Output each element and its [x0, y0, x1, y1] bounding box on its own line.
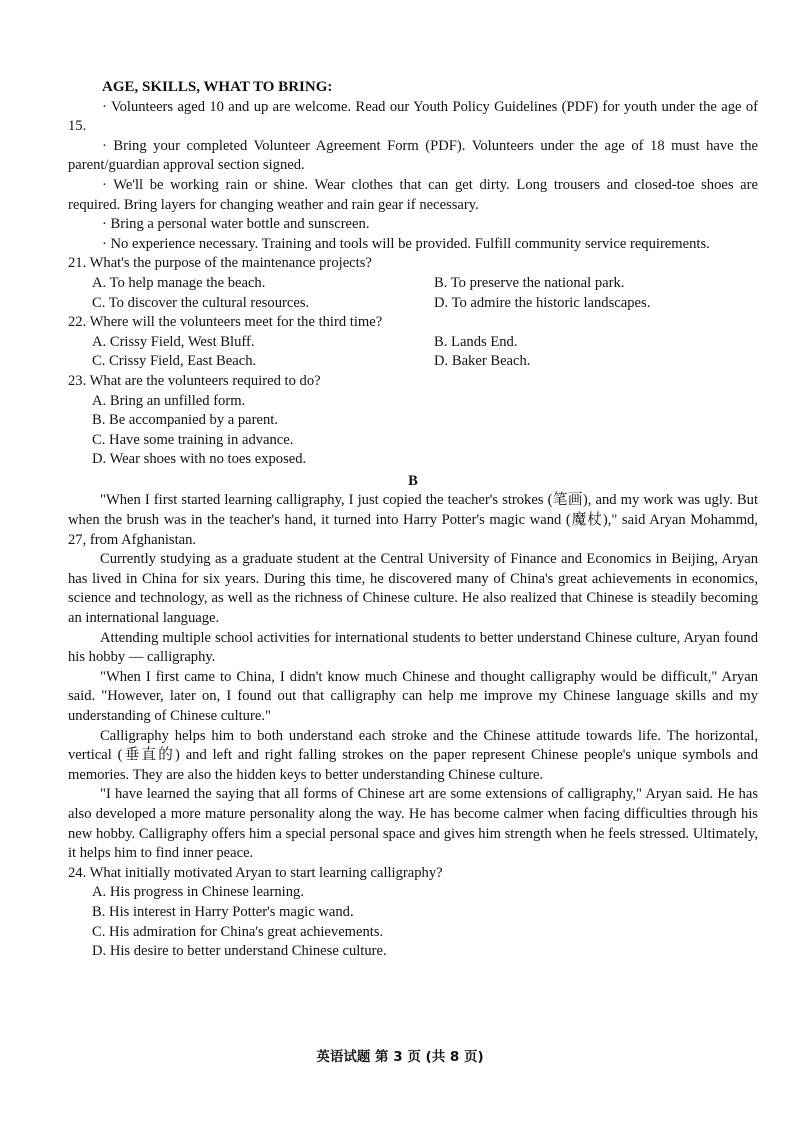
question-23 — [68, 372, 758, 470]
passage-paragraph: Currently studying as a graduate student at the Central University of Finance and Economics in Beijing, Aryan has lived in China for six years. During this time, he discovered many of China's great achievements in economics, science and technology, as well as the richness of Chinese culture. He also realized that Chinese is steadily becoming an international language. — [68, 551, 758, 627]
question-21 — [68, 254, 758, 313]
option-c: C. Crissy Field, East Beach. — [92, 353, 257, 370]
option-a: A. Bring an unfilled form. — [92, 392, 246, 409]
passage-paragraph: "When I first came to China, I didn't know much Chinese and thought calligraphy would be difficult," Aryan said. "However, later on, I found out that calligraphy can help me improve my Chinese language skills and my understanding of Chinese culture." — [68, 668, 758, 724]
option-a: A. To help manage the beach. — [92, 274, 266, 291]
option-d: D. Wear shoes with no toes exposed. — [92, 451, 307, 468]
section-heading: AGE, SKILLS, WHAT TO BRING: — [102, 79, 333, 95]
question-24 — [68, 864, 758, 962]
bullet-item: · Bring your completed Volunteer Agreement Form (PDF). Volunteers under the age of 18 must have the parent/guardian approval section signed. — [68, 137, 758, 174]
exam-page — [68, 78, 758, 962]
option-c: C. His admiration for China's great achievements. — [92, 923, 384, 940]
question-stem: 23. What are the volunteers required to do? — [68, 372, 321, 389]
passage-paragraph: "When I first started learning calligraphy, I just copied the teacher's strokes (笔画), and my work was ugly. But when the brush was in the teacher's hand, it turned into Harry Potter's magic wand (魔杖)," said Aryan Mohammd, 27, from Afghanistan. — [68, 492, 758, 548]
page-footer: 英语试题 第 3 页 (共 8 页) — [316, 1049, 484, 1065]
passage-paragraph: "I have learned the saying that all forms of Chinese art are some extensions of calligraphy," Aryan said. He has also developed a more mature personality along the way. He has become calmer when facing difficulties through his new hobby. Calligraphy offers him a special personal space and gives him strength when he feels stressed. Ultimately, it helps him to find inner peace. — [68, 786, 758, 862]
option-b: B. Be accompanied by a parent. — [92, 412, 278, 429]
option-list — [68, 392, 758, 470]
option-d: D. To admire the historic landscapes. — [434, 294, 651, 311]
bullet-item: · We'll be working rain or shine. Wear clothes that can get dirty. Long trousers and closed-toe shoes are required. Bring layers for changing weather and rain gear if necessary. — [68, 176, 758, 213]
option-a: A. Crissy Field, West Bluff. — [92, 333, 255, 350]
bullet-item: · Volunteers aged 10 and up are welcome. Read our Youth Policy Guidelines (PDF) for youth under the age of 15. — [68, 98, 758, 135]
option-c: C. Have some training in advance. — [92, 431, 294, 448]
question-stem: 24. What initially motivated Aryan to start learning calligraphy? — [68, 864, 443, 881]
bullet-item: · No experience necessary. Training and tools will be provided. Fulfill community service requirements. — [102, 235, 710, 252]
option-b: B. Lands End. — [434, 333, 518, 350]
passage-paragraph: Attending multiple school activities for international students to better understand Chinese culture, Aryan found his hobby — calligraphy. — [68, 629, 758, 666]
question-stem: 22. Where will the volunteers meet for the third time? — [68, 314, 383, 331]
option-a: A. His progress in Chinese learning. — [92, 884, 304, 901]
option-grid — [68, 274, 758, 313]
section-label: B — [408, 472, 418, 489]
bullet-item: · Bring a personal water bottle and sunscreen. — [102, 216, 370, 233]
option-d: D. Baker Beach. — [434, 353, 531, 370]
option-c: C. To discover the cultural resources. — [92, 294, 310, 311]
option-b: B. To preserve the national park. — [434, 274, 625, 291]
option-b: B. His interest in Harry Potter's magic wand. — [92, 903, 354, 920]
option-list — [68, 883, 758, 961]
question-22 — [68, 313, 758, 372]
question-stem: 21. What's the purpose of the maintenance projects? — [68, 255, 372, 272]
passage-paragraph: Calligraphy helps him to both understand each stroke and the Chinese attitude towards life. The horizontal, vertical (垂直的) and left and right falling strokes on the paper represent Chinese people's unique symbols and memories. They are also the hidden keys to better understanding Chinese culture. — [68, 727, 758, 783]
option-grid — [68, 333, 758, 372]
option-d: D. His desire to better understand Chinese culture. — [92, 943, 387, 960]
